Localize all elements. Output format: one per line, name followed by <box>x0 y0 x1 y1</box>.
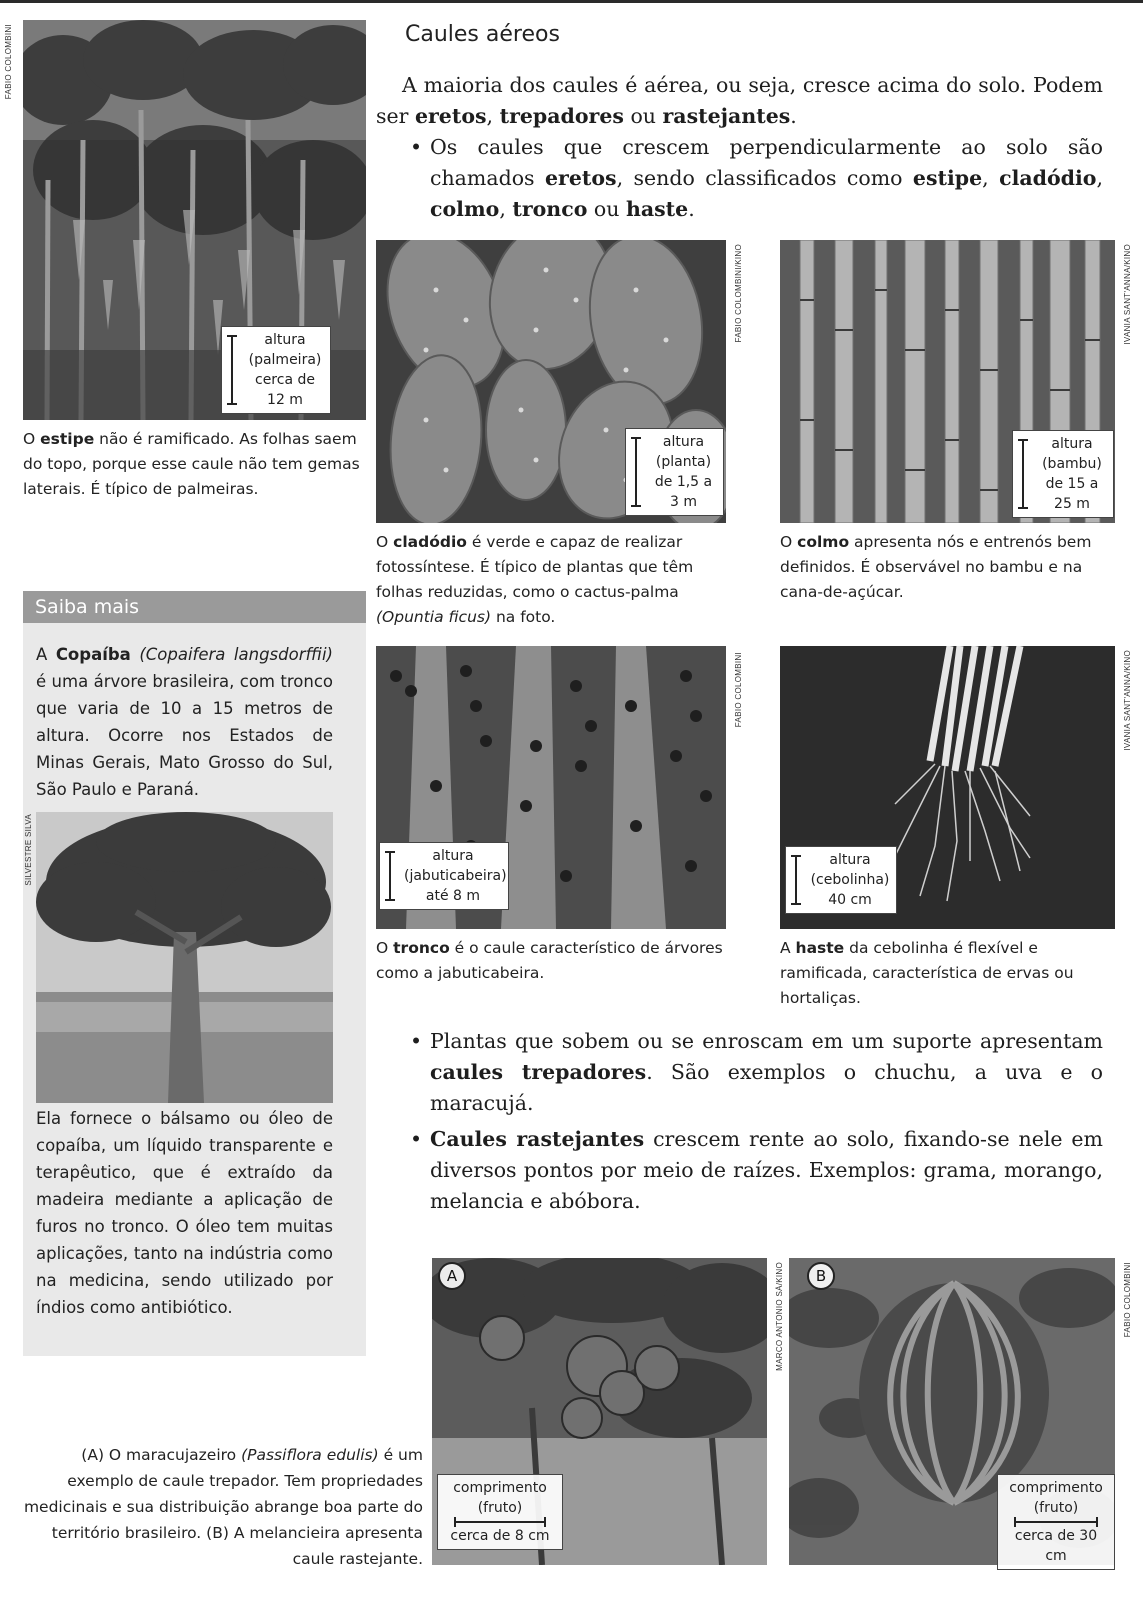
bullet-icon: • <box>410 135 423 159</box>
length-bar-icon <box>454 1521 546 1523</box>
caption-maracuja-melancia: (A) O maracujazeiro (Passiflora edulis) é um exemplo de caule trepador. Tem propriedades medicinais e sua distribuição abrange boa parte do território brasileiro. (B) A melancieira apresenta caule rastejante. <box>23 1446 423 1568</box>
top-rule <box>0 0 1143 3</box>
saiba-mais-title: Saiba mais <box>23 591 366 623</box>
badge-b: B <box>807 1262 835 1290</box>
measure-cladodio: altura (planta) de 1,5 a 3 m <box>625 428 724 516</box>
credit-cladodio: FABIO COLOMBINI/KINO <box>734 244 743 343</box>
photo-copaiba-tree <box>36 812 333 1103</box>
height-bar-icon <box>231 335 233 405</box>
measure-tronco: altura (jabuticabeira) até 8 m <box>379 842 509 910</box>
credit-estipe: FABIO COLOMBINI <box>4 24 13 100</box>
height-bar-icon <box>795 855 797 905</box>
caption-estipe: O estipe não é ramificado. As folhas saem do topo, porque esse caule não tem gemas laterais. É típico de palmeiras. <box>23 430 360 498</box>
saiba-mais-paragraph-1: A Copaíba (Copaifera langsdorffii) é uma árvore brasileira, com tronco que varia de 10 a 15 metros de altura. Ocorre nos Estados de Minas Gerais, Mato Grosso do Sul, São Paulo e Paraná. <box>36 645 333 799</box>
caption-haste: A haste da cebolinha é flexível e ramificada, característica de ervas ou hortaliças. <box>780 939 1074 1007</box>
measure-haste: altura (cebolinha) 40 cm <box>785 846 897 914</box>
saiba-mais-paragraph-2: Ela fornece o bálsamo ou óleo de copaíba, um líquido transparente e terapêutico, que é extraído da madeira mediante a aplicação de furos no tronco. O óleo tem muitas aplicações, tanto na indústria como na medicina, sendo utilizado por índios como antibiótico. <box>36 1109 333 1317</box>
height-bar-icon <box>389 851 391 901</box>
caption-tronco: O tronco é o caule característico de árvores como a jabuticabeira. <box>376 939 723 982</box>
bullet-trepadores: • Plantas que sobem ou se enroscam em um suporte apresentam caules trepadores. São exemplos o chuchu, a uva e o maracujá. <box>430 1026 1103 1119</box>
bullet-rastejantes: • Caules rastejantes crescem rente ao solo, fixando-se nele em diversos pontos por meio de raízes. Exemplos: grama, morango, melancia e abóbora. <box>430 1124 1103 1217</box>
height-bar-icon <box>1022 439 1024 509</box>
measure-maracuja: comprimento (fruto) cerca de 8 cm <box>437 1474 563 1550</box>
bullet-eretos: • Os caules que crescem perpendicularmente ao solo são chamados eretos, sendo classificados como estipe, cladódio, colmo, tronco ou haste. <box>430 132 1103 225</box>
length-bar-icon <box>1014 1521 1098 1523</box>
section-heading: Caules aéreos <box>405 22 560 47</box>
credit-tronco: FABIO COLOMBINI <box>734 652 743 728</box>
height-bar-icon <box>635 437 637 507</box>
measure-estipe: altura (palmeira) cerca de 12 m <box>221 326 331 414</box>
badge-a: A <box>438 1262 466 1290</box>
measure-melancia: comprimento (fruto) cerca de 30 cm <box>997 1474 1115 1570</box>
intro-paragraph: A maioria dos caules é aérea, ou seja, cresce acima do solo. Podem ser eretos, trepadores ou rastejantes. <box>376 73 1103 128</box>
credit-colmo: IVANIA SANT'ANNA/KINO <box>1123 244 1132 345</box>
caption-colmo: O colmo apresenta nós e entrenós bem definidos. É observável no bambu e na cana-de-açúcar. <box>780 533 1092 601</box>
bullet-icon: • <box>410 1029 423 1053</box>
caption-cladodio: O cladódio é verde e capaz de realizar fotossíntese. É típico de plantas que têm folhas reduzidas, como o cactus-palma (Opuntia ficus) na foto. <box>376 533 694 626</box>
bullet-icon: • <box>410 1127 423 1151</box>
credit-copaiba: SILVESTRE SILVA <box>24 814 33 886</box>
credit-haste: IVANIA SANT'ANNA/KINO <box>1123 650 1132 751</box>
credit-maracuja: MARCO ANTONIO SÁ/KINO <box>775 1262 784 1371</box>
measure-colmo: altura (bambu) de 15 a 25 m <box>1012 430 1114 518</box>
credit-melancia: FABIO COLOMBINI <box>1123 1262 1132 1338</box>
